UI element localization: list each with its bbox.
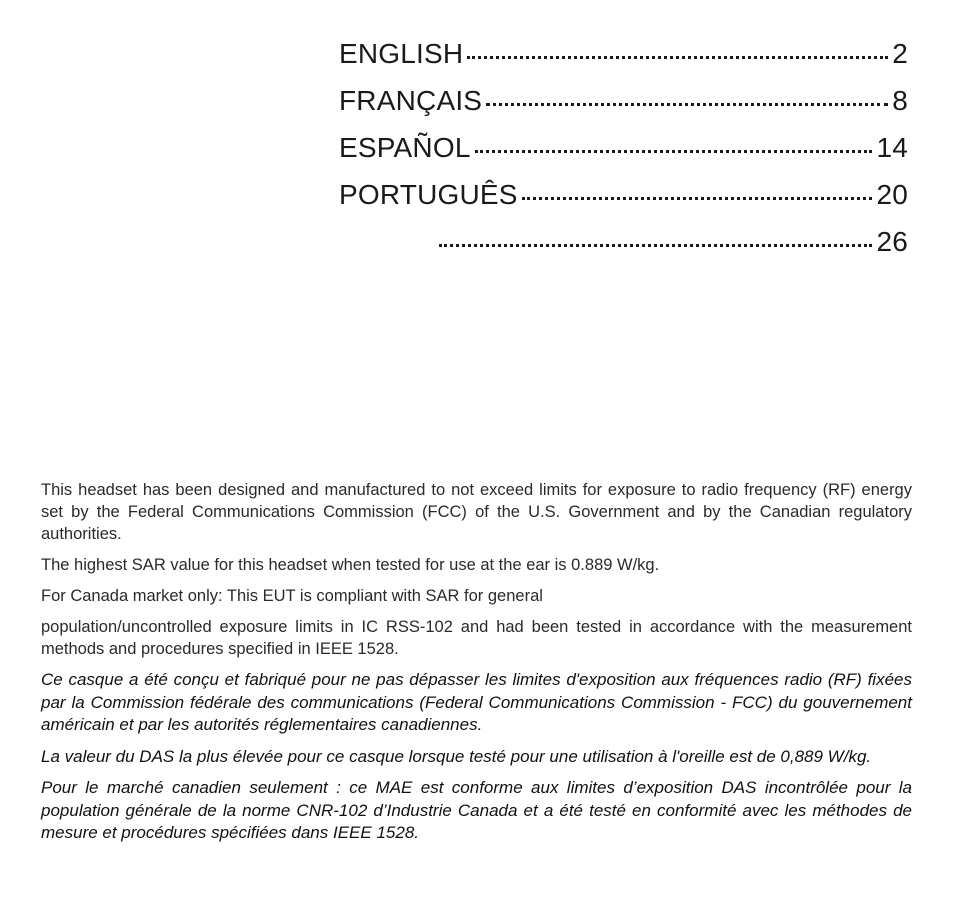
notice-paragraph-fcc: This headset has been designed and manufactured to not exceed limits for exposure to radio frequency (RF) energy set by the Federal Communications Commission (FCC) of the U.S. Government and by the Canadian regulatory authorities. — [41, 481, 912, 543]
notice-paragraph-fcc-fr: Ce casque a été conçu et fabriqué pour ne pas dépasser les limites d'exposition aux fréquences radio (RF) fixées par la Commission fédérale des communications (Federal Communications Commission - FCC) du gouvernement américain et par les autorités réglementaires canadiennes. — [41, 670, 912, 734]
toc-entry-unlabeled[interactable] — [339, 222, 908, 269]
toc-entry-francais[interactable] — [339, 81, 908, 128]
toc-page-number: 2 — [892, 38, 908, 69]
toc-leader-dots — [486, 103, 888, 106]
toc-label: PORTUGUÊS — [339, 179, 518, 210]
toc-leader-dots — [439, 244, 872, 247]
toc-page-number: 8 — [892, 85, 908, 116]
toc-leader-dots — [467, 56, 888, 59]
toc-entry-portugues[interactable] — [339, 175, 908, 222]
notice-paragraph-sar: The highest SAR value for this headset when tested for use at the ear is 0.889 W/kg. — [41, 556, 660, 574]
toc-label: ENGLISH — [339, 38, 464, 69]
toc-leader-dots — [475, 150, 873, 153]
notice-paragraph-ic: population/uncontrolled exposure limits in IC RSS-102 and had been tested in accordance with the measurement methods and procedures specified in IEEE 1528. — [41, 618, 912, 658]
notice-paragraph-canada-fr: Pour le marché canadien seulement : ce MAE est conforme aux limites d’exposition DAS incontrôlée pour la population générale de la norme CNR-102 d’Industrie Canada et a été testé en conformité avec les méthodes de mesure et procédures spécifiées dans IEEE 1528. — [41, 778, 912, 842]
toc-label: FRANÇAIS — [339, 85, 483, 116]
toc-label: ESPAÑOL — [339, 132, 471, 163]
toc-page-number: 20 — [876, 179, 908, 210]
notice-paragraph-sar-fr: La valeur du DAS la plus élevée pour ce casque lorsque testé pour une utilisation à l'oreille est de 0,889 W/kg. — [41, 746, 872, 766]
toc-page-number: 14 — [876, 132, 908, 163]
toc-leader-dots — [522, 197, 873, 200]
toc-entry-english[interactable] — [339, 34, 908, 81]
regulatory-notice — [41, 479, 912, 854]
table-of-contents — [339, 34, 908, 269]
toc-entry-espanol[interactable] — [339, 128, 908, 175]
notice-paragraph-canada: For Canada market only: This EUT is compliant with SAR for general — [41, 587, 543, 605]
toc-page-number: 26 — [876, 226, 908, 257]
